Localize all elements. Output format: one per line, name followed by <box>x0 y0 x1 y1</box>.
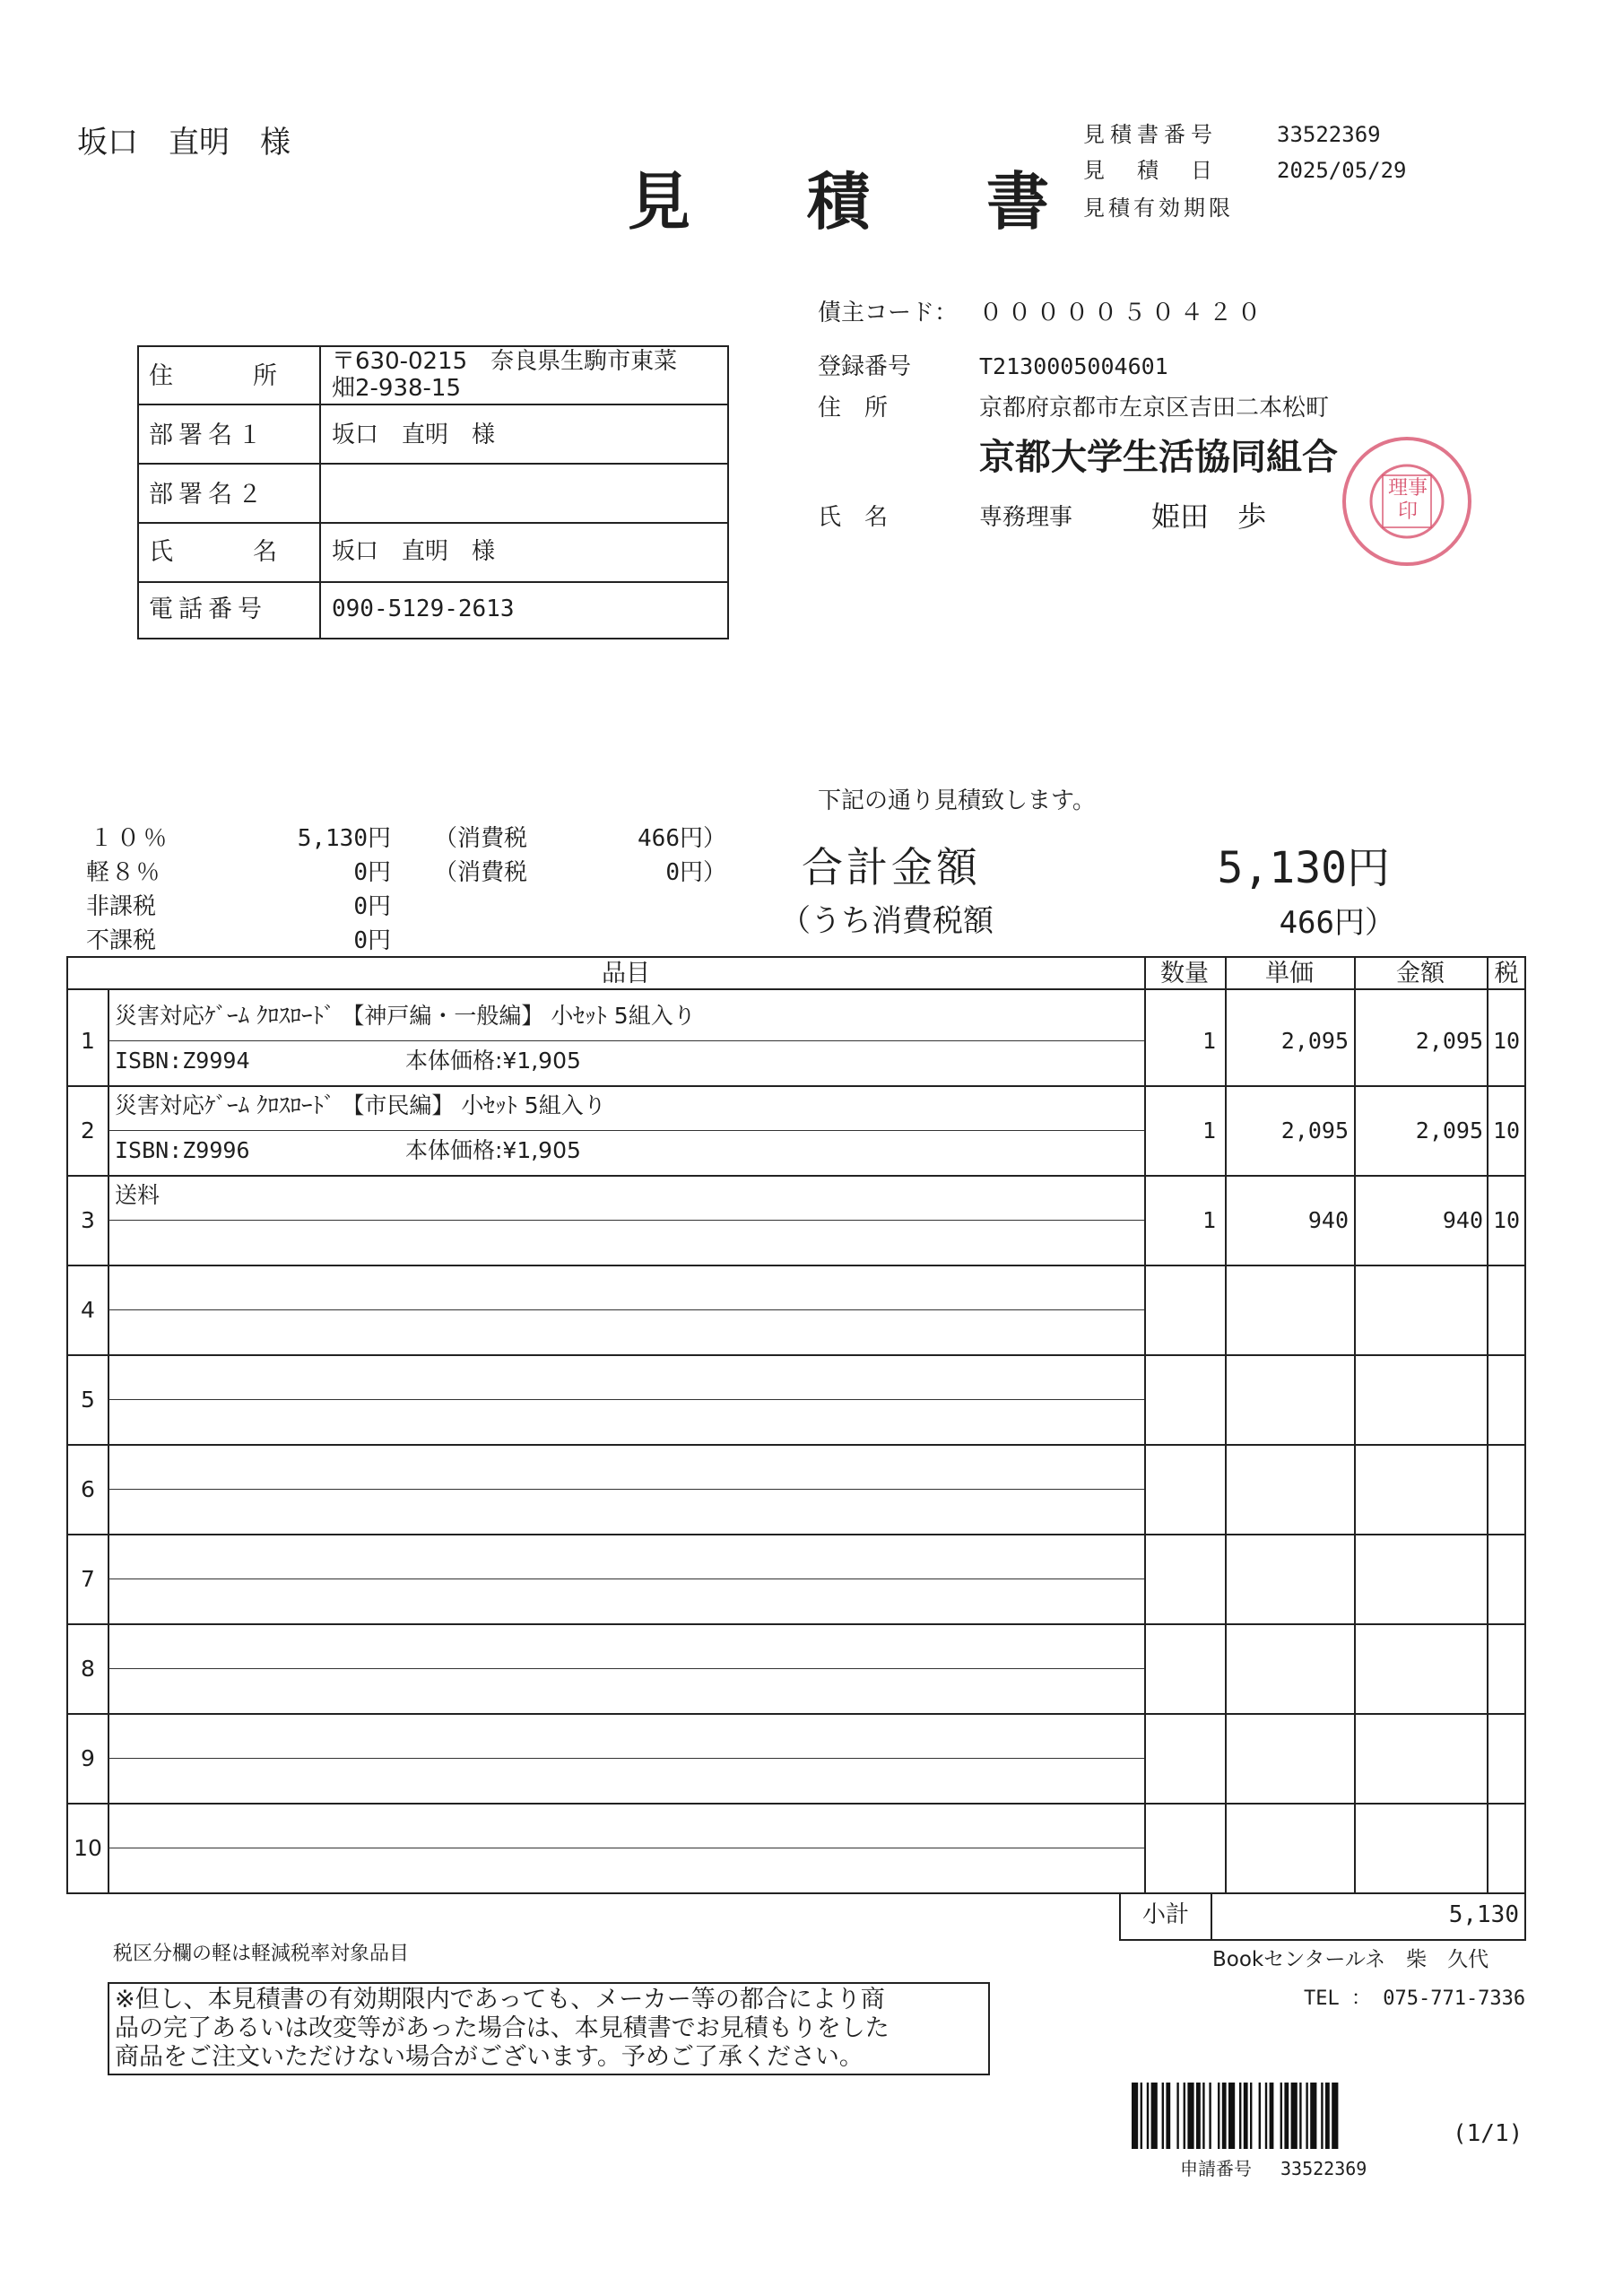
row-number: 10 <box>74 1835 102 1861</box>
summary-tax-label-10: （消費税 <box>434 825 528 852</box>
issuer-address-label: 住 所 <box>818 395 889 422</box>
item-name: 災害対応ｹﾞｰﾑ ｸﾛｽﾛｰﾄﾞ 【市民編】 小ｾｯﾄ 5組入り <box>115 1092 606 1118</box>
quote-number: 33522369 <box>1277 122 1381 147</box>
summary-rate-8: 軽８％ <box>86 859 162 886</box>
item-amount: 2,095 <box>1415 1028 1483 1054</box>
summary-amount-8: 0円 <box>353 859 391 886</box>
validity-label: 見積有効期限 <box>1083 196 1234 221</box>
header-qty: 数量 <box>1160 960 1209 987</box>
row-number: 8 <box>81 1656 95 1682</box>
row-number: 7 <box>81 1566 95 1592</box>
summary-amount-untaxed: 0円 <box>353 927 391 954</box>
seal-text: 理事印 <box>1387 477 1428 523</box>
subtotal-label: 小計 <box>1141 1901 1189 1928</box>
barcode-image <box>1132 2083 1408 2149</box>
item-tax: 10 <box>1492 1207 1521 1233</box>
header-item: 品目 <box>602 960 650 987</box>
dept1-label: 部署名１ <box>149 422 267 449</box>
total-value: 5,130円 <box>1217 843 1390 893</box>
total-label: 合計金額 <box>802 843 981 891</box>
row-number: 1 <box>81 1028 95 1054</box>
dept2-label: 部署名２ <box>149 481 267 509</box>
row-number: 3 <box>81 1207 95 1233</box>
dept1-value: 坂口 直明 様 <box>332 422 496 448</box>
application-label: 申請番号 <box>1180 2158 1252 2179</box>
customer-name-label: 氏 名 <box>149 538 279 566</box>
item-amount: 940 <box>1442 1207 1483 1233</box>
issuer-name-label: 氏 名 <box>818 504 889 531</box>
item-unit-price: 2,095 <box>1280 1118 1349 1144</box>
item-qty: 1 <box>1202 1028 1216 1054</box>
item-amount: 2,095 <box>1415 1118 1483 1144</box>
header-tax: 税 <box>1494 960 1519 987</box>
row-number: 2 <box>81 1118 95 1144</box>
registration-label: 登録番号 <box>818 353 912 380</box>
recipient-name: 坂口 直明 様 <box>77 125 291 161</box>
summary-rate-10: １０％ <box>90 825 171 852</box>
summary-tax-label-8: （消費税 <box>434 859 528 886</box>
item-name: 災害対応ｹﾞｰﾑ ｸﾛｽﾛｰﾄﾞ 【神戸編・一般編】 小ｾｯﾄ 5組入り <box>115 1003 696 1029</box>
page-indicator: (1/1) <box>1453 2120 1523 2147</box>
item-tax: 10 <box>1492 1118 1521 1144</box>
item-qty: 1 <box>1202 1207 1216 1233</box>
customer-name-value: 坂口 直明 様 <box>332 538 496 565</box>
row-number: 4 <box>81 1297 95 1323</box>
item-base-price: 本体価格:¥1,905 <box>405 1137 581 1163</box>
customer-address-label: 住 所 <box>149 362 279 390</box>
registration-number: T2130005004601 <box>979 353 1168 379</box>
disclaimer-line1: ※但し、本見積書の有効期限内であっても、メーカー等の都合により商 <box>115 1986 885 2013</box>
header-amount: 金額 <box>1396 960 1445 987</box>
summary-amount-10: 5,130円 <box>297 825 391 852</box>
summary-rate-untaxed: 不課税 <box>86 927 157 954</box>
summary-rate-nontax: 非課税 <box>86 893 157 920</box>
item-tax: 10 <box>1492 1028 1521 1054</box>
item-qty: 1 <box>1202 1118 1216 1144</box>
quote-number-label: 見積書番号 <box>1083 122 1218 147</box>
summary-amount-nontax: 0円 <box>353 893 391 920</box>
row-number: 9 <box>81 1745 95 1771</box>
subtotal-value: 5,130 <box>1448 1901 1519 1928</box>
issuer-organization: 京都大学生活協同組合 <box>979 437 1338 478</box>
item-name: 送料 <box>115 1182 161 1208</box>
item-unit-price: 2,095 <box>1280 1028 1349 1054</box>
disclaimer-line2: 品の完了あるいは改変等があった場合は、本見積書でお見積もりをした <box>115 2014 890 2042</box>
customer-address-line1: 〒630-0215 奈良県生駒市東菜 <box>332 348 678 375</box>
item-isbn: ISBN:Z9994 <box>115 1048 250 1074</box>
creditor-code-label: 債主コード： <box>818 300 959 326</box>
issuer-address: 京都府京都市左京区吉田二本松町 <box>979 395 1330 422</box>
issuer-title: 専務理事 <box>979 504 1073 531</box>
quote-date: 2025/05/29 <box>1277 158 1407 183</box>
application-number: 33522369 <box>1280 2158 1367 2179</box>
phone-value: 090-5129-2613 <box>332 596 515 622</box>
item-base-price: 本体価格:¥1,905 <box>405 1048 581 1074</box>
tax-included-label: （うち消費税額 <box>780 903 994 939</box>
row-number: 5 <box>81 1387 95 1413</box>
summary-tax-10: 466円） <box>638 825 726 852</box>
company-seal <box>1340 434 1474 569</box>
summary-intro: 下記の通り見積致します。 <box>818 787 1096 814</box>
summary-tax-8: 0円） <box>665 859 726 886</box>
header-unit: 単価 <box>1265 960 1314 987</box>
customer-address-line2: 畑2-938-15 <box>332 375 462 402</box>
shop-name: Bookセンタールネ 柴 久代 <box>1212 1948 1489 1971</box>
creditor-code: ０００００５０４２０ <box>979 300 1267 326</box>
quote-date-label: 見 積 日 <box>1083 158 1218 183</box>
shop-tel: TEL ： 075-771-7336 <box>1304 1987 1526 2010</box>
item-unit-price: 940 <box>1307 1207 1349 1233</box>
document-title: 見 積 書 <box>628 164 1076 239</box>
issuer-person: 姫田 歩 <box>1151 500 1267 534</box>
row-number: 6 <box>81 1476 95 1502</box>
phone-label: 電話番号 <box>149 596 267 623</box>
disclaimer-line3: 商品をご注文いただけない場合がございます。予めご了承ください。 <box>115 2043 864 2071</box>
tax-note: 税区分欄の軽は軽減税率対象品目 <box>113 1943 410 1965</box>
item-isbn: ISBN:Z9996 <box>115 1137 250 1163</box>
tax-included-value: 466円） <box>1279 905 1395 941</box>
